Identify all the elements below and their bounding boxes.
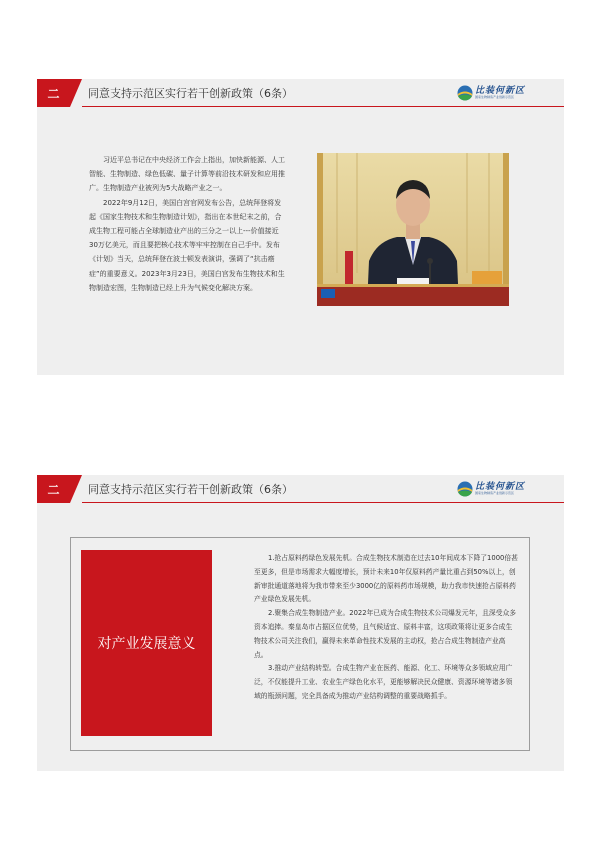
list-item: 1.抢占原料药绿色发展先机。合成生物技术制造在过去10年间成本下降了1000倍甚至更多，但是市场需求大幅度增长，预计未来10年仅原料药产量比重占到50%以上，创新审批通道落地将为我市带来至少3000亿的原料药市场规模，助力我市快速抢占原料药产业绿色发展先机。 [254, 554, 518, 604]
slide-policy-background [37, 79, 564, 375]
header-accent [70, 79, 82, 107]
logo-text: 比装何新区 [475, 482, 526, 492]
logo-emblem-icon [457, 85, 473, 101]
paragraph: 2022年9月12日，美国白宫官网发布公告，总统拜登将发起《国家生物技术和生物制造计划》，指出在本世纪末之前，合成生物工程可能占全球制造业产出的三分之一以上---价值接近30万亿美元，而且要把核心技术等牢牢控制在自己手中。发布《计划》当天，总统拜登在波士顿发表演讲，强调了“抗击癌症”的重要意义。2023年3月23日，美国白宫发布生物技术和生物制造宏图，生物制造已经上升为气候变化解决方案。 [89, 198, 285, 292]
header-accent [70, 475, 82, 503]
conference-photo [317, 153, 509, 306]
significance-list [254, 552, 519, 704]
logo-subtext: 国家生物制造产业创新示范区 [475, 95, 515, 99]
slide-title: 同意支持示范区实行若干创新政策（6条） [88, 483, 293, 496]
list-item: 3.推动产业结构转型。合成生物产业在医药、能源、化工、环境等众多领域应用广泛，不仅能提升工业、农业生产绿色化水平，更能够解决民众健康、资源环境等诸多领域的瓶颈问题，完全具备成为推动产业结构调整的重要战略抓手。 [254, 664, 513, 700]
list-item: 2.聚集合成生物制造产业。2022年已成为合成生物技术公司爆发元年，且深受众多资本追捧。秦皇岛市占据区位优势，且气候适宜、原料丰富，这项政策将让更多合成生物技术公司关注我们，赢得未来革命性技术发展的主动权，抢占合成生物制造产业高点。 [254, 609, 517, 659]
significance-title-box: 对产业发展意义 [81, 550, 212, 736]
district-logo [457, 83, 537, 103]
header-divider [82, 502, 564, 503]
logo-subtext: 国家生物制造产业创新示范区 [475, 491, 515, 495]
slide-title: 同意支持示范区实行若干创新政策（6条） [88, 87, 293, 100]
paragraph: 习近平总书记在中央经济工作会上指出，加快新能源、人工智能、生物制造、绿色低碳、量子计算等前沿技术研发和应用推广。生物制造产业被列为5大战略产业之一。 [89, 156, 285, 193]
speaker-photo [317, 153, 509, 306]
policy-text [89, 153, 287, 295]
slide-industry-significance [37, 475, 564, 771]
content-frame [70, 537, 530, 751]
slide-header [37, 475, 564, 503]
district-logo [457, 479, 537, 499]
section-number: 二 [37, 475, 70, 503]
header-divider [82, 106, 564, 107]
slide-header [37, 79, 564, 107]
logo-text: 比装何新区 [475, 86, 526, 96]
logo-emblem-icon [457, 481, 473, 497]
section-number: 二 [37, 79, 70, 107]
